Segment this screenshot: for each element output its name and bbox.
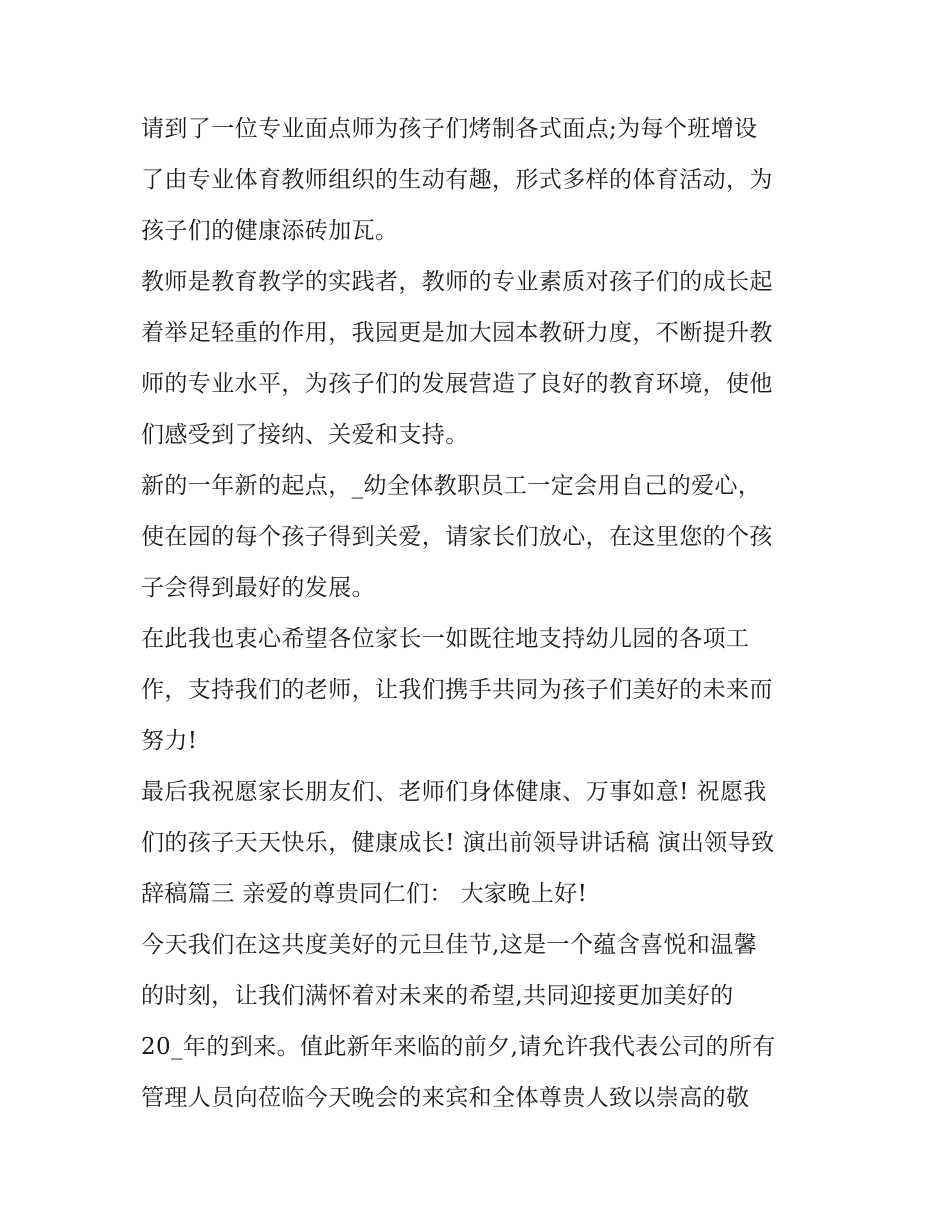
text-line: 师的专业水平，为孩子们的发展营造了良好的教育环境，使他	[141, 371, 773, 397]
text-line: 使在园的每个孩子得到关爱，请家长们放心，在这里您的个孩	[141, 524, 773, 550]
text-line: 最后我祝愿家长朋友们、老师们身体健康、万事如意! 祝愿我	[141, 779, 767, 805]
text-line: 孩子们的健康添砖加瓦。	[141, 218, 399, 244]
text-line: 的时刻，让我们满怀着对未来的希望,共同迎接更加美好的	[141, 983, 734, 1009]
text-line: 新的一年新的起点，_幼全体教职员工一定会用自己的爱心，	[141, 473, 762, 499]
text-line: 管理人员向莅临今天晚会的来宾和全体尊贵人致以崇高的敬	[141, 1085, 750, 1111]
text-line: 今天我们在这共度美好的元旦佳节,这是一个蕴含喜悦和温馨	[141, 932, 758, 958]
text-line: 在此我也衷心希望各位家长一如既往地支持幼儿园的各项工	[141, 626, 750, 652]
text-line: 子会得到最好的发展。	[141, 575, 375, 601]
text-line: 教师是教育教学的实践者，教师的专业素质对孩子们的成长起	[141, 269, 773, 295]
text-line: 着举足轻重的作用，我园更是加大园本教研力度，不断提升教	[141, 320, 773, 346]
text-line: 们感受到了接纳、关爱和支持。	[141, 422, 469, 448]
text-line: 们的孩子天天快乐，健康成长! 演出前领导讲话稿 演出领导致	[141, 830, 775, 856]
text-line: 作，支持我们的老师，让我们携手共同为孩子们美好的未来而	[141, 677, 773, 703]
text-line: 努力!	[141, 728, 198, 754]
document-body	[141, 104, 821, 1124]
text-line: 请到了一位专业面点师为孩子们烤制各式面点;为每个班增设	[141, 116, 758, 142]
text-line: 了由专业体育教师组织的生动有趣，形式多样的体育活动，为	[141, 167, 773, 193]
text-line: 辞稿篇三 亲爱的尊贵同仁们： 大家晚上好!	[141, 881, 588, 907]
text-line: 20_年的到来。值此新年来临的前夕,请允许我代表公司的所有	[141, 1034, 776, 1060]
